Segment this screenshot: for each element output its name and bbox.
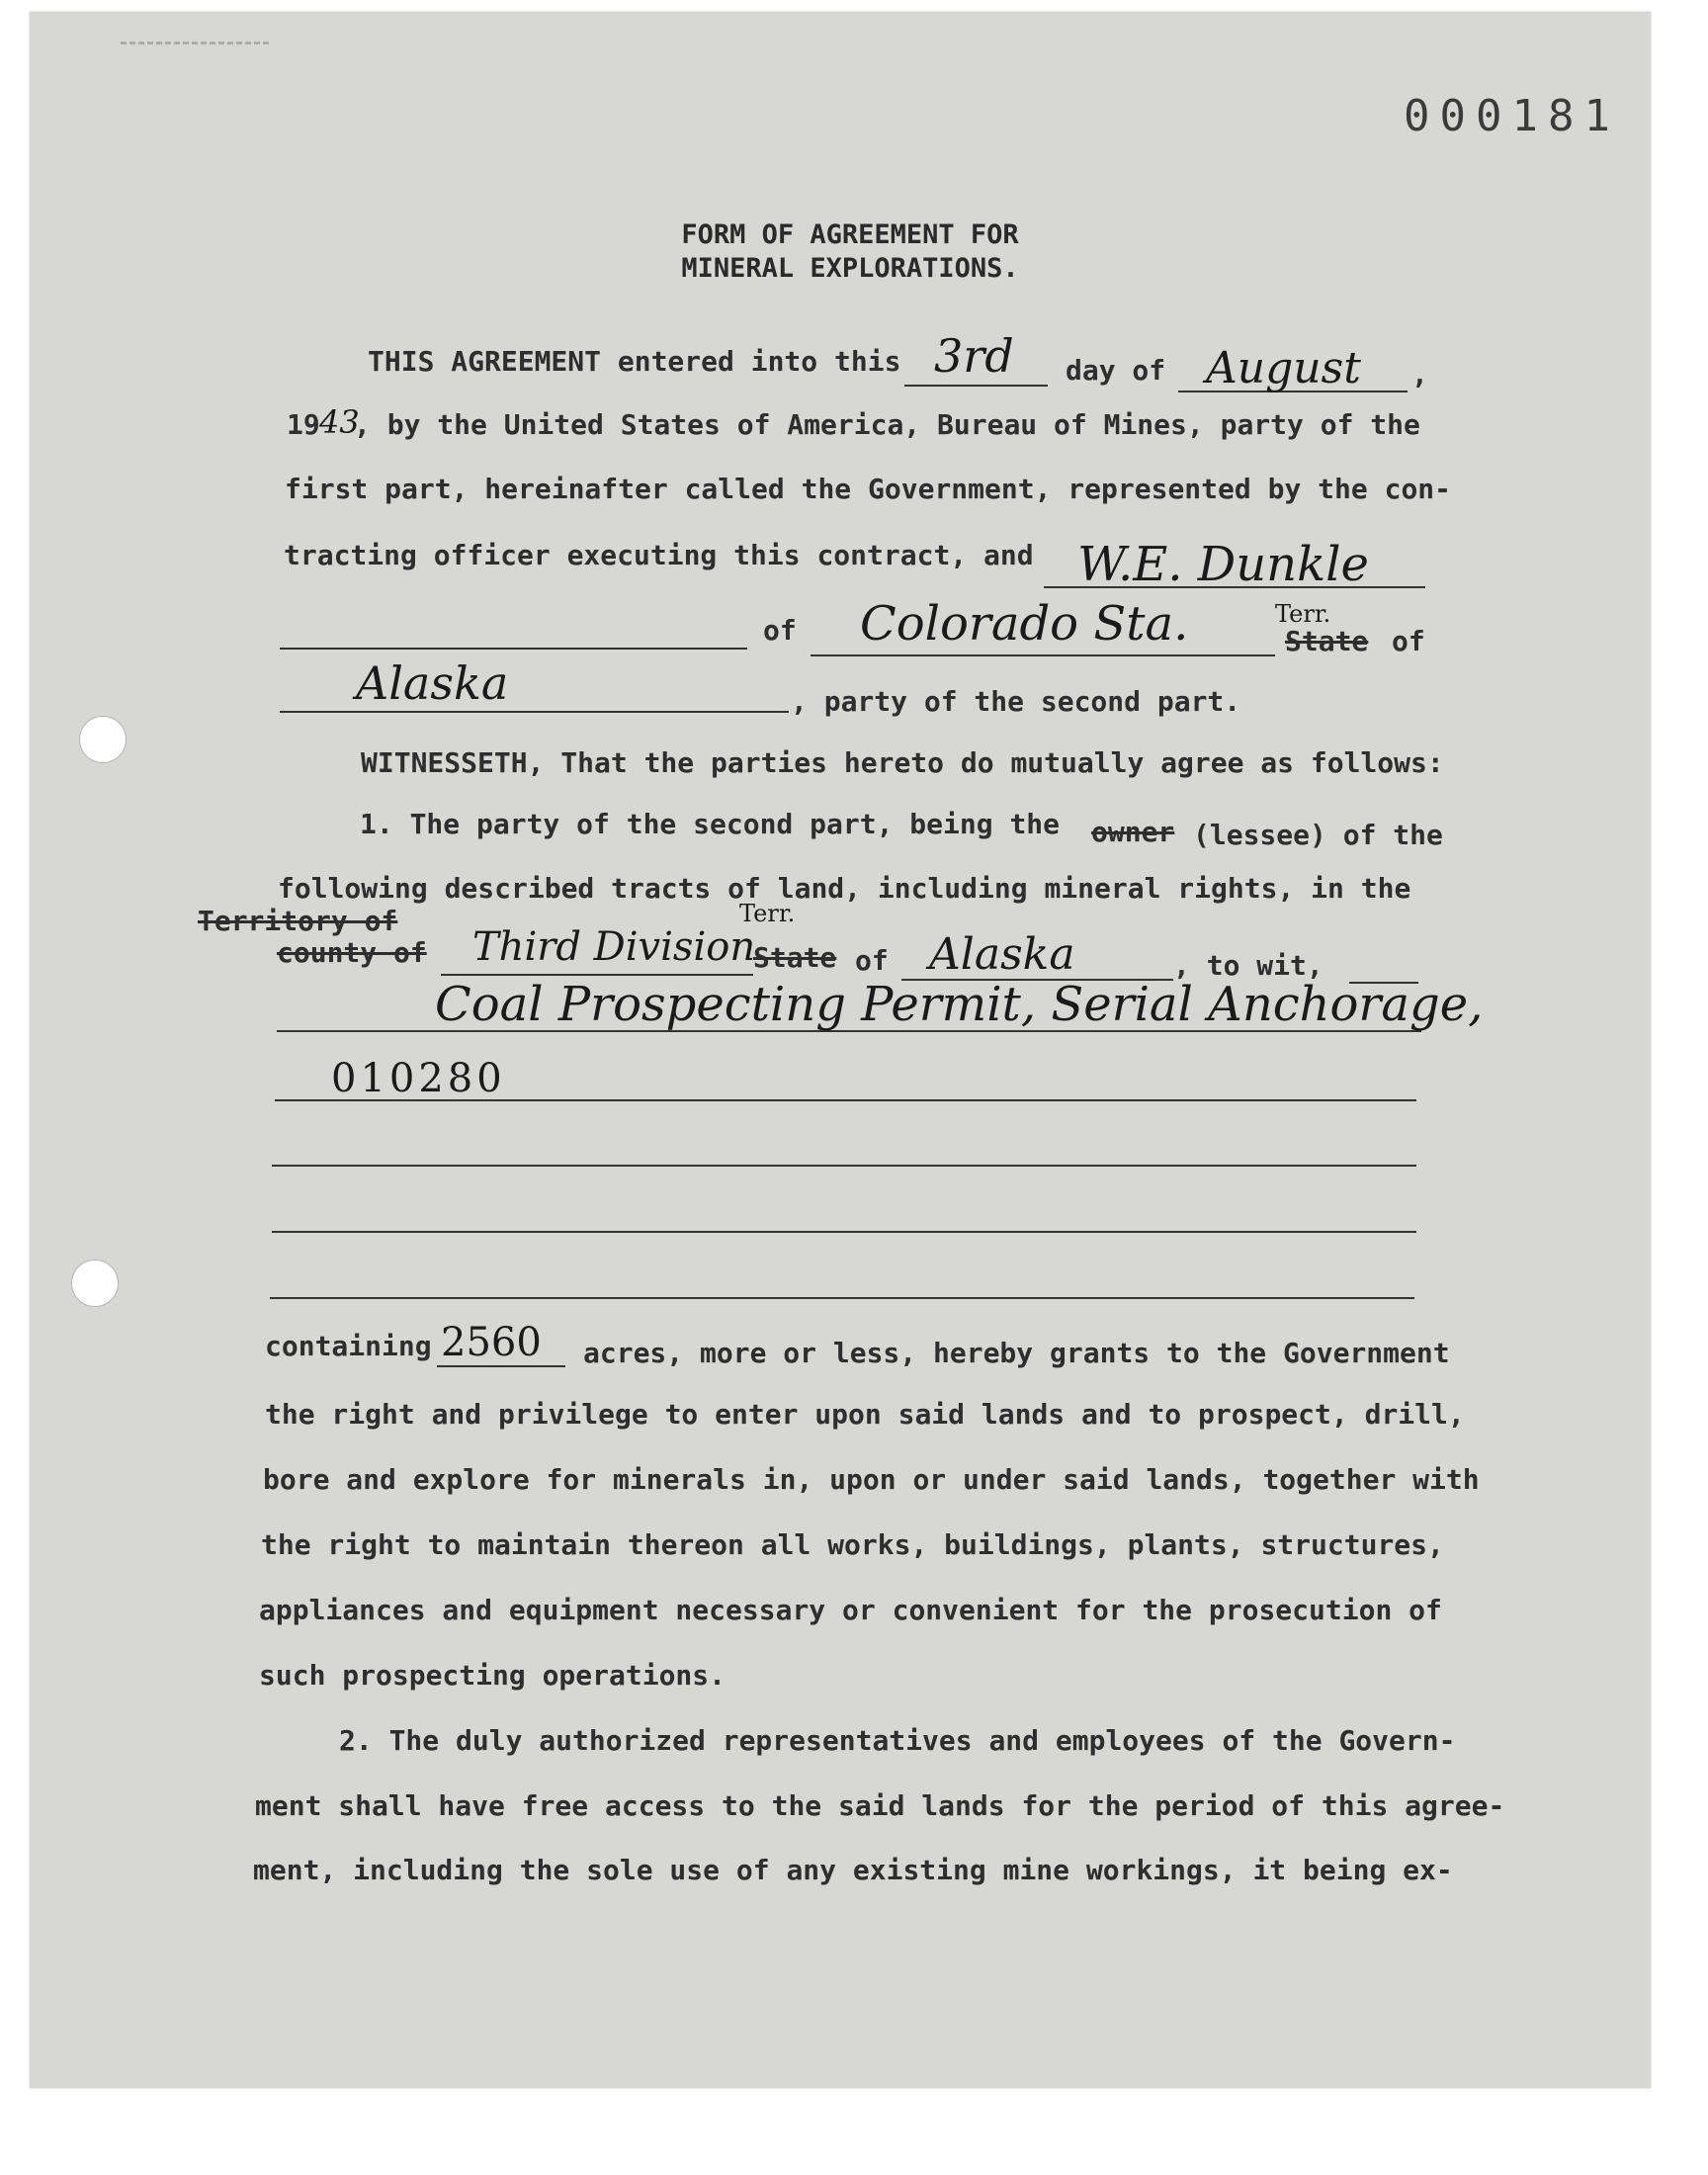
of-label-3: of — [855, 944, 889, 977]
document-page — [30, 12, 1651, 2088]
handwritten-year: 43 — [319, 403, 360, 441]
body-line-appliances: appliances and equipment necessary or convenient for the prosecution of — [259, 1594, 1442, 1626]
item-2-line-3: ment, including the sole use of any existing mine workings, it being ex- — [253, 1854, 1453, 1886]
tract-line — [270, 1297, 1414, 1299]
of-label: of — [763, 614, 797, 647]
of-label-2: of — [1392, 625, 1425, 657]
handwritten-acres: 2560 — [441, 1320, 542, 1365]
struck-state-2: State — [753, 941, 837, 974]
year-prefix: 19 — [287, 408, 320, 441]
handwritten-terr-insert-2: Terr. — [739, 900, 796, 927]
acres-clause: acres, more or less, hereby grants to the Government — [583, 1337, 1450, 1369]
ink-smudge — [121, 42, 269, 58]
item-2-line-1: 2. The duly authorized representatives and employees of the Govern- — [339, 1724, 1456, 1757]
blank-line — [280, 648, 747, 650]
handwritten-day: 3rd — [934, 329, 1014, 383]
handwritten-territory-2: Alaska — [929, 929, 1075, 980]
lessee-text: (lessee) of the — [1193, 819, 1443, 851]
form-title-line1: FORM OF AGREEMENT FOR — [681, 219, 1019, 250]
punch-hole — [71, 1260, 119, 1307]
handwritten-division: Third Division — [472, 924, 756, 970]
party-second-part: , party of the second part. — [791, 685, 1241, 718]
tract-line — [272, 1165, 1416, 1167]
body-line-maintain: the right to maintain thereon all works, buildings, plants, structures, — [261, 1528, 1444, 1561]
witnesseth-clause: WITNESSETH, That the parties hereto do mutually agree as follows: — [361, 746, 1444, 779]
handwritten-contractor: W.E. Dunkle — [1077, 537, 1369, 592]
day-of-label: day of — [1066, 354, 1166, 387]
handwritten-terr-insert: Terr. — [1275, 600, 1331, 628]
item-1-line-2: following described tracts of land, including mineral rights, in the — [278, 872, 1411, 905]
agreement-line-2: , by the United States of America, Bureau of Mines, party of the — [354, 408, 1420, 441]
body-line-such: such prospecting operations. — [259, 1659, 726, 1692]
struck-county-of: county of — [277, 936, 427, 969]
tract-line — [272, 1231, 1416, 1233]
item-1-start: 1. The party of the second part, being the — [360, 808, 1061, 840]
body-line-right: the right and privilege to enter upon said lands and to prospect, drill, — [265, 1398, 1465, 1431]
form-title-line2: MINERAL EXPLORATIONS. — [681, 253, 1019, 284]
acres-blank — [437, 1365, 565, 1367]
document-stamp-number: 000181 — [1404, 91, 1620, 141]
division-blank — [441, 974, 753, 976]
territory-blank — [280, 711, 789, 713]
struck-state: State — [1285, 625, 1369, 657]
struck-owner: owner — [1091, 816, 1175, 848]
handwritten-month: August — [1206, 343, 1361, 393]
item-2-line-2: ment shall have free access to the said lands for the period of this agree- — [255, 1789, 1505, 1822]
containing-label: containing — [265, 1330, 432, 1362]
day-blank — [904, 385, 1048, 387]
agreement-opening: THIS AGREEMENT entered into this — [368, 345, 901, 378]
body-line-bore: bore and explore for minerals in, upon or under said lands, together with — [263, 1463, 1480, 1496]
punch-hole — [79, 716, 127, 763]
comma: , — [1411, 358, 1428, 391]
handwritten-territory: Alaska — [356, 656, 509, 710]
handwritten-residence: Colorado Sta. — [860, 596, 1189, 652]
handwritten-serial-number: 010280 — [331, 1056, 506, 1101]
to-wit: , to wit, — [1173, 949, 1324, 982]
residence-blank — [811, 654, 1275, 656]
handwritten-tract-description: Coal Prospecting Permit, Serial Anchorage, — [435, 977, 1484, 1032]
agreement-line-4: tracting officer executing this contract, and — [284, 539, 1034, 571]
struck-territory-of: Territory of — [198, 905, 398, 937]
agreement-line-3: first part, hereinafter called the Government, represented by the con- — [285, 473, 1452, 505]
